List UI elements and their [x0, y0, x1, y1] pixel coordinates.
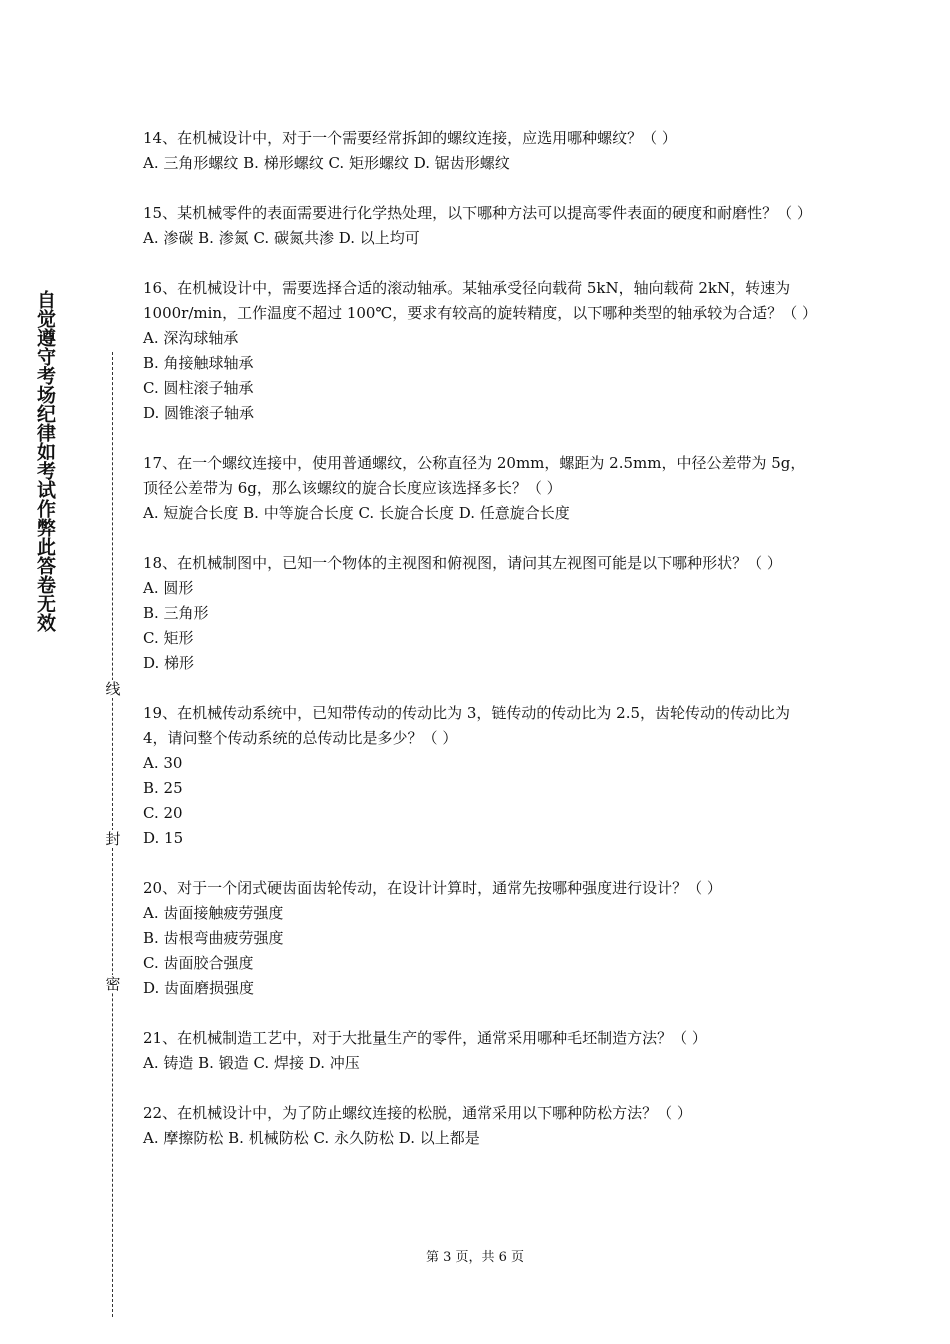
question-14	[143, 126, 811, 176]
question-16	[143, 276, 818, 426]
question-stem: 16、在机械设计中，需要选择合适的滚动轴承。某轴承受径向载荷 5kN，轴向载荷 2kN，转速为 1000r/min，工作温度不超过 100℃，要求有较高的旋转精度，以下哪种类型的轴承较为合适？（ ）	[143, 279, 818, 322]
question-options: A. 渗碳 B. 渗氮 C. 碳氮共渗 D. 以上均可	[143, 229, 420, 247]
question-19	[143, 701, 811, 851]
question-option: C. 齿面胶合强度	[143, 954, 254, 972]
question-stem: 22、在机械设计中，为了防止螺纹连接的松脱，通常采用以下哪种防松方法？（ ）	[143, 1104, 692, 1122]
question-option: D. 圆锥滚子轴承	[143, 404, 255, 422]
question-22	[143, 1101, 811, 1151]
binding-mark-seal: 封	[105, 830, 121, 848]
question-stem: 21、在机械制造工艺中，对于大批量生产的零件，通常采用哪种毛坯制造方法？（ ）	[143, 1029, 707, 1047]
question-option: B. 齿根弯曲疲劳强度	[143, 929, 284, 947]
question-option: D. 15	[143, 829, 184, 847]
question-stem: 14、在机械设计中，对于一个需要经常拆卸的螺纹连接，应选用哪种螺纹？（ ）	[143, 129, 677, 147]
question-options: A. 短旋合长度 B. 中等旋合长度 C. 长旋合长度 D. 任意旋合长度	[143, 504, 570, 522]
question-option: A. 30	[143, 754, 183, 772]
question-stem: 18、在机械制图中，已知一个物体的主视图和俯视图，请问其左视图可能是以下哪种形状？（ ）	[143, 554, 782, 572]
question-options: A. 三角形螺纹 B. 梯形螺纹 C. 矩形螺纹 D. 锯齿形螺纹	[143, 154, 510, 172]
binding-mark-secret: 密	[105, 975, 121, 993]
page-number: 第 3 页，共 6 页	[425, 1250, 525, 1265]
question-list	[143, 126, 818, 1176]
question-stem: 20、对于一个闭式硬齿面齿轮传动，在设计计算时，通常先按哪种强度进行设计？（ ）	[143, 879, 722, 897]
question-option: B. 25	[143, 779, 183, 797]
question-option: B. 角接触球轴承	[143, 354, 254, 372]
question-option: C. 矩形	[143, 629, 194, 647]
question-option: C. 圆柱滚子轴承	[143, 379, 254, 397]
question-stem: 17、在一个螺纹连接中，使用普通螺纹，公称直径为 20mm，螺距为 2.5mm，中径公差带为 5g，顶径公差带为 6g，那么该螺纹的旋合长度应该选择多长？（ ）	[143, 454, 806, 497]
question-option: A. 齿面接触疲劳强度	[143, 904, 284, 922]
question-options: A. 摩擦防松 B. 机械防松 C. 永久防松 D. 以上都是	[143, 1129, 480, 1147]
question-options: A. 铸造 B. 锻造 C. 焊接 D. 冲压	[143, 1054, 360, 1072]
question-option: B. 三角形	[143, 604, 209, 622]
question-stem: 19、在机械传动系统中，已知带传动的传动比为 3，链传动的传动比为 2.5，齿轮传动的传动比为 4，请问整个传动系统的总传动比是多少？（ ）	[143, 704, 791, 747]
question-20	[143, 876, 811, 1001]
question-stem: 15、某机械零件的表面需要进行化学热处理，以下哪种方法可以提高零件表面的硬度和耐磨性？（ ）	[143, 204, 812, 222]
question-15	[143, 201, 811, 251]
question-18	[143, 551, 811, 676]
question-option: D. 梯形	[143, 654, 195, 672]
exam-discipline-notice: 自觉遵守考场纪律如考试作弊此答卷无效	[34, 290, 56, 632]
question-option: A. 深沟球轴承	[143, 329, 239, 347]
question-option: D. 齿面磨损强度	[143, 979, 255, 997]
question-option: C. 20	[143, 804, 183, 822]
question-21	[143, 1026, 811, 1076]
question-17	[143, 451, 811, 526]
question-option: A. 圆形	[143, 579, 194, 597]
binding-mark-line: 线	[105, 680, 121, 698]
